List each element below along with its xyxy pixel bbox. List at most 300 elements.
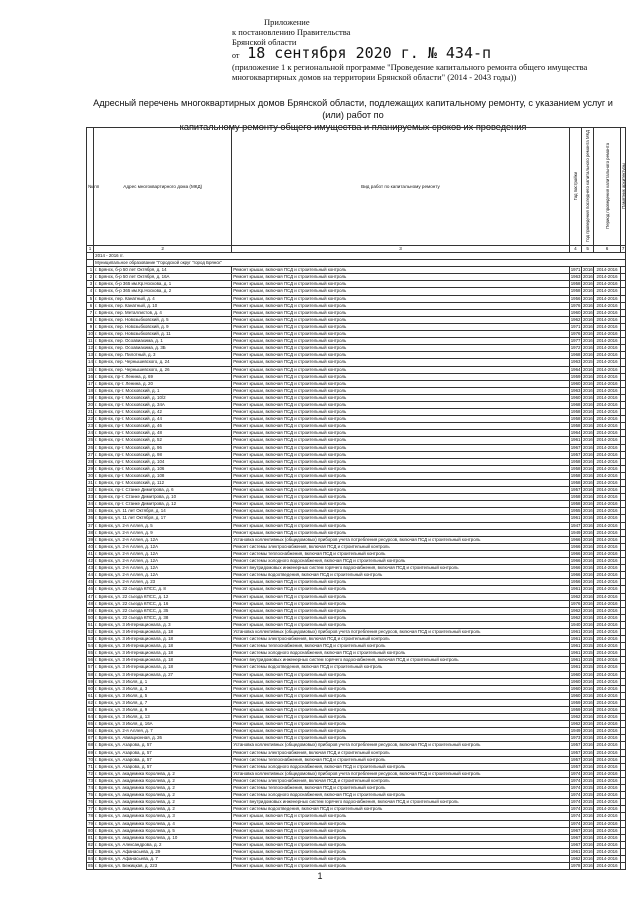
row-year-repair: 2016 — [582, 451, 593, 457]
row-address: г. Брянск, ул. 3 Июля, д. 5 — [94, 692, 232, 699]
row-works: Ремонт крыши, включая ПСД и строительный контроль — [232, 288, 570, 295]
row-address: г. Брянск, ул. 2-я Аллея, д. 12А — [94, 565, 232, 572]
table-row — [87, 593, 626, 600]
table-row — [87, 685, 626, 692]
row-year-built: 1949 — [570, 728, 581, 734]
row-number: 70 — [88, 756, 93, 762]
table-row — [87, 834, 626, 841]
table-row — [87, 345, 626, 352]
table-row — [87, 721, 626, 728]
row-monument — [620, 756, 625, 763]
col-number: 4 — [569, 246, 581, 253]
row-year-built: 1966 — [570, 543, 581, 549]
header-period — [594, 128, 621, 246]
table-row — [87, 770, 626, 777]
table-row — [87, 359, 626, 366]
row-year-repair: 2016 — [582, 480, 593, 485]
row-year-built: 1957 — [570, 742, 581, 748]
row-year-repair: 2016 — [582, 331, 593, 337]
header-monument — [620, 128, 625, 246]
row-period: 2014-2016 — [594, 487, 621, 494]
row-year-repair: 2016 — [582, 288, 593, 294]
row-year-built: 1962 — [570, 714, 581, 720]
row-monument — [620, 699, 625, 706]
row-year-repair: 2016 — [582, 550, 593, 556]
row-monument — [620, 728, 625, 735]
row-number: 83 — [88, 848, 93, 854]
row-year-built: 1966 — [570, 572, 581, 578]
table-row — [87, 643, 626, 650]
row-year-built: 1960 — [570, 692, 581, 698]
row-address: г. Брянск, пер. Канатный, д. 10 — [94, 302, 232, 309]
row-works: Ремонт крыши, включая ПСД и строительный контроль — [232, 501, 570, 508]
row-year-built: 1958 — [570, 480, 581, 485]
row-address: г. Брянск, ул. 2-я Аллея, д. 12А — [94, 550, 232, 557]
row-year-built: 1974 — [570, 813, 581, 819]
group-cell — [87, 253, 94, 260]
row-address: г. Брянск, пр-т. Московский, д. 34А — [94, 401, 232, 408]
row-address: г. Брянск, ул. Азарова, д. 57 — [94, 749, 232, 756]
row-year-repair: 2015 — [582, 777, 593, 783]
row-address: г. Брянск, ул. 3 Интернационала, д. 27 — [94, 671, 232, 678]
row-year-built: 1967 — [570, 841, 581, 847]
row-year-repair: 2016 — [582, 458, 593, 464]
row-works: Ремонт системы электроснабжения, включая ПСД и строительный контроль — [232, 777, 570, 784]
row-year-built: 1978 — [570, 863, 581, 869]
row-period: 2014-2016 — [594, 423, 621, 430]
row-works: Ремонт крыши, включая ПСД и строительный контроль — [232, 863, 570, 870]
table-row — [87, 785, 626, 792]
table-row — [87, 536, 626, 543]
row-year-repair: 2016 — [582, 607, 593, 613]
row-works: Ремонт внутридомовых инженерных систем горячего водоснабжения, включая ПСД и строительный контроль — [232, 657, 570, 664]
table-row — [87, 621, 626, 628]
row-works: Ремонт системы холодного водоснабжения, включая ПСД и строительный контроль — [232, 558, 570, 565]
row-year-built: 1971 — [570, 267, 581, 273]
table-row — [87, 394, 626, 401]
table-row — [87, 366, 626, 373]
row-monument — [620, 600, 625, 607]
row-number: 65 — [88, 721, 93, 727]
row-works: Ремонт внутридомовых инженерных систем горячего водоснабжения, включая ПСД и строительный контроль — [232, 799, 570, 806]
row-monument — [620, 841, 625, 848]
table-row — [87, 678, 626, 685]
row-address: г. Брянск, ул. 2-я Аллея, д. 7 — [94, 728, 232, 735]
row-year-repair: 2016 — [582, 416, 593, 422]
row-monument — [620, 721, 625, 728]
row-number: 32 — [88, 487, 93, 493]
row-works: Ремонт крыши, включая ПСД и строительный контроль — [232, 728, 570, 735]
row-monument — [620, 820, 625, 827]
row-address: г. Брянск, ул. академика Королева, д. 2 — [94, 777, 232, 784]
row-number: 77 — [88, 806, 93, 812]
row-monument — [620, 373, 625, 380]
row-address: г. Брянск, ул. Азарова, д. 57 — [94, 742, 232, 749]
row-monument — [620, 685, 625, 692]
row-number: 72 — [88, 770, 93, 776]
row-works: Ремонт крыши, включая ПСД и строительный контроль — [232, 820, 570, 827]
row-address: г. Брянск, пер. Осоавиахима, д. 1 — [94, 338, 232, 345]
row-works: Ремонт системы водоотведения, включая ПСД и строительный контроль — [232, 664, 570, 671]
group-cell — [87, 260, 94, 267]
row-year-built: 1974 — [570, 777, 581, 783]
row-monument — [620, 430, 625, 437]
row-monument — [620, 366, 625, 373]
row-address: г. Брянск, ул. 2-я Аллея, д. 12А — [94, 543, 232, 550]
row-year-built: 1955 — [570, 508, 581, 514]
row-year-built: 1968 — [570, 401, 581, 407]
table-row — [87, 572, 626, 579]
row-number: 76 — [88, 799, 93, 805]
col-number: 5 — [581, 246, 593, 253]
row-year-repair: 2016 — [582, 714, 593, 720]
row-year-repair: 2016 — [582, 487, 593, 493]
row-period: 2014-2016 — [594, 714, 621, 721]
row-number: 58 — [88, 671, 93, 677]
row-works: Ремонт системы теплоснабжения, включая ПСД и строительный контроль — [232, 756, 570, 763]
row-address: г. Брянск, ул. 3 Июля, д. 16А — [94, 721, 232, 728]
row-works: Ремонт системы теплоснабжения, включая ПСД и строительный контроль — [232, 785, 570, 792]
row-monument — [620, 501, 625, 508]
row-works: Ремонт крыши, включая ПСД и строительный контроль — [232, 813, 570, 820]
table-row — [87, 309, 626, 316]
row-year-repair: 2015 — [582, 643, 593, 649]
row-works: Ремонт крыши, включая ПСД и строительный контроль — [232, 380, 570, 387]
row-works: Ремонт крыши, включая ПСД и строительный контроль — [232, 472, 570, 479]
row-address: г. Брянск, ул. Азарова, д. 57 — [94, 756, 232, 763]
row-works: Ремонт крыши, включая ПСД и строительный контроль — [232, 373, 570, 380]
row-number: 30 — [88, 472, 93, 478]
row-period: 2014-2016 — [594, 373, 621, 380]
row-period: 2014-2016 — [594, 536, 621, 543]
row-period: 2014-2016 — [594, 643, 621, 650]
row-works: Ремонт крыши, включая ПСД и строительный контроль — [232, 458, 570, 465]
table-row — [87, 352, 626, 359]
row-monument — [620, 543, 625, 550]
row-period: 2014-2016 — [594, 735, 621, 742]
table-row — [87, 607, 626, 614]
row-number: 26 — [88, 444, 93, 450]
row-number: 67 — [88, 735, 93, 741]
row-works: Ремонт крыши, включая ПСД и строительный контроль — [232, 345, 570, 352]
row-year-repair: 2016 — [582, 465, 593, 471]
row-number: 85 — [88, 863, 93, 869]
row-year-repair: 2016 — [582, 707, 593, 712]
row-monument — [620, 394, 625, 401]
row-year-repair: 2016 — [582, 316, 593, 322]
row-number: 62 — [88, 699, 93, 705]
row-year-repair: 2016 — [582, 274, 593, 280]
row-period: 2014-2016 — [594, 430, 621, 437]
row-year-repair: 2016 — [582, 572, 593, 578]
row-year-repair: 2016 — [582, 409, 593, 415]
row-year-built: 1961 — [570, 628, 581, 634]
row-address: г. Брянск, пр-т. Московский, д. 1 — [94, 387, 232, 394]
row-year-repair: 2016 — [582, 437, 593, 443]
row-year-built: 1966 — [570, 536, 581, 542]
row-number: 55 — [88, 650, 93, 656]
row-address: г. Брянск, ул. 22 съезда КПСС, д. 38 — [94, 614, 232, 621]
row-address: г. Брянск, пер. Металлистов, д. 4 — [94, 309, 232, 316]
row-works: Ремонт крыши, включая ПСД и строительный контроль — [232, 515, 570, 522]
row-works: Ремонт крыши, включая ПСД и строительный контроль — [232, 480, 570, 487]
row-works: Ремонт крыши, включая ПСД и строительный контроль — [232, 685, 570, 692]
table-row — [87, 742, 626, 749]
row-works: Ремонт крыши, включая ПСД и строительный контроль — [232, 721, 570, 728]
row-year-repair: 2016 — [582, 508, 593, 514]
row-works: Ремонт крыши, включая ПСД и строительный контроль — [232, 494, 570, 501]
header-year-built — [569, 128, 581, 246]
row-period: 2014-2016 — [594, 338, 621, 345]
row-number: 74 — [88, 785, 93, 791]
row-year-repair: 2016 — [582, 621, 593, 627]
row-number: 9 — [87, 323, 94, 330]
row-year-repair: 2016 — [582, 352, 593, 358]
row-monument — [620, 288, 625, 295]
row-year-built: 1963 — [570, 274, 581, 280]
row-works: Ремонт внутридомовых инженерных систем горячего водоснабжения, включая ПСД и строительный контроль — [232, 565, 570, 572]
row-year-built: 1957 — [570, 451, 581, 457]
row-year-built: 1961 — [570, 664, 581, 670]
row-monument — [620, 480, 625, 487]
row-year-repair: 2016 — [582, 366, 593, 372]
row-number: 47 — [88, 593, 93, 599]
row-address: г. Брянск, пр-т. Московский, д. 48 — [94, 430, 232, 437]
row-period: 2014-2016 — [594, 359, 621, 366]
table-row — [87, 600, 626, 607]
table-row — [87, 707, 626, 714]
row-year-repair: 2016 — [582, 309, 593, 315]
row-monument — [620, 338, 625, 345]
row-year-built: 1974 — [570, 770, 581, 776]
row-number: 61 — [88, 692, 93, 698]
row-address: г. Брянск, ул. 11 лет Октября, д. 17 — [94, 515, 232, 522]
table-row — [87, 636, 626, 643]
row-number: 12 — [88, 345, 93, 351]
table-row — [87, 799, 626, 806]
row-address: г. Брянск, ул. 2-я Аллея, д. 12А — [94, 572, 232, 579]
table-row — [87, 401, 626, 408]
row-works: Ремонт крыши, включая ПСД и строительный контроль — [232, 295, 570, 302]
table-row — [87, 714, 626, 721]
row-period: 2014-2016 — [594, 316, 621, 323]
table-row — [87, 409, 626, 416]
row-period: 2014-2016 — [594, 472, 621, 479]
table-row — [87, 671, 626, 678]
row-period: 2014-2016 — [594, 288, 621, 295]
row-year-built: 1962 — [570, 721, 581, 727]
row-address: г. Брянск, ул. академика Королева, д. 3 — [94, 813, 232, 820]
row-address: г. Брянск, ул. академика Королева, д. 2 — [94, 770, 232, 777]
row-year-built: 1957 — [570, 763, 581, 769]
row-address: г. Брянск, пр-т. Московский, д. 52 — [94, 437, 232, 444]
row-period: 2014-2016 — [594, 863, 621, 870]
row-monument — [620, 855, 625, 862]
table-row — [87, 699, 626, 706]
row-year-built: 1976 — [570, 302, 581, 308]
row-period: 2014-2016 — [594, 409, 621, 416]
table-row — [87, 465, 626, 472]
row-monument — [620, 281, 625, 288]
row-period: 2014-2016 — [594, 621, 621, 628]
row-monument — [620, 714, 625, 721]
row-address: г. Брянск, пр-т. Московский, д. 96 — [94, 444, 232, 451]
table-row — [87, 614, 626, 621]
table-row — [87, 558, 626, 565]
row-works: Ремонт крыши, включая ПСД и строительный контроль — [232, 316, 570, 323]
row-works: Ремонт крыши, включая ПСД и строительный контроль — [232, 323, 570, 330]
row-monument — [620, 267, 625, 274]
table-row — [87, 288, 626, 295]
row-address: г. Брянск, ул. 3 Интернационала, д. 18 — [94, 657, 232, 664]
row-address: г. Брянск, пр-т. Станке Димитрова, д. 12 — [94, 501, 232, 508]
row-address: г. Брянск, пер. Чернышевского, д. 26 — [94, 366, 232, 373]
row-works: Ремонт крыши, включая ПСД и строительный контроль — [232, 614, 570, 621]
row-year-built: 1976 — [570, 600, 581, 606]
row-year-built: 1958 — [570, 409, 581, 415]
address-table-wrapper — [86, 127, 626, 869]
table-row — [87, 827, 626, 834]
row-works: Ремонт крыши, включая ПСД и строительный контроль — [232, 707, 570, 714]
table-row — [87, 806, 626, 813]
row-period: 2014-2016 — [594, 437, 621, 444]
row-period: 2014-2016 — [594, 267, 621, 274]
row-year-built: 1967 — [570, 827, 581, 833]
table-row — [87, 416, 626, 423]
row-number: 69 — [88, 749, 93, 755]
row-period: 2014-2016 — [594, 508, 621, 515]
row-period: 2014-2016 — [594, 678, 621, 685]
row-year-built: 1958 — [570, 288, 581, 294]
row-year-built: 1960 — [570, 678, 581, 684]
table-row — [87, 650, 626, 657]
row-year-built: 1974 — [570, 799, 581, 805]
row-works: Ремонт крыши, включая ПСД и строительный контроль — [232, 359, 570, 366]
table-row — [87, 863, 626, 870]
row-address: г. Брянск, ул. 22 съезда КПСС, д. 8 — [94, 586, 232, 593]
row-period: 2014-2016 — [594, 394, 621, 401]
row-address: г. Брянск, пер. Чернышевского, д. 24 — [94, 359, 232, 366]
row-monument — [620, 628, 625, 635]
row-number: 84 — [88, 855, 93, 861]
row-period: 2014-2016 — [594, 685, 621, 692]
row-year-repair: 2016 — [582, 855, 593, 861]
table-row — [87, 579, 626, 586]
row-year-repair: 2016 — [582, 728, 593, 734]
table-row — [87, 657, 626, 664]
row-period: 2014-2016 — [594, 281, 621, 288]
table-row — [87, 487, 626, 494]
row-year-built: 1940 — [570, 621, 581, 627]
row-monument — [620, 295, 625, 302]
row-address: г. Брянск, пр-т. Станке Димитрова, д. 6 — [94, 487, 232, 494]
row-monument — [620, 401, 625, 408]
row-number: 80 — [88, 827, 93, 833]
row-year-built: 1966 — [570, 565, 581, 571]
row-year-repair: 2016 — [582, 671, 593, 677]
row-year-built: 1958 — [570, 281, 581, 287]
title-line-2: капитальному ремонту общего имущества и планируемых сроков их проведения — [179, 122, 527, 132]
row-year-repair: 2016 — [582, 721, 593, 727]
row-period: 2014-2016 — [594, 550, 621, 557]
row-address: г. Брянск, пер. Осоавиахима, д. 3Б — [94, 345, 232, 352]
row-period: 2014-2016 — [594, 799, 621, 806]
col-number: 3 — [232, 246, 570, 253]
row-period: 2014-2016 — [594, 848, 621, 855]
row-period: 2014-2016 — [594, 309, 621, 316]
row-address: г. Брянск, ул. Азарова, д. 57 — [94, 763, 232, 770]
row-address: г. Брянск, пр-т. Московский, д. 112 — [94, 480, 232, 487]
row-period: 2014-2016 — [594, 579, 621, 586]
document-header — [232, 17, 632, 82]
row-year-repair: 2016 — [582, 749, 593, 755]
table-row — [87, 848, 626, 855]
row-year-built: 1961 — [570, 643, 581, 649]
row-works: Ремонт крыши, включая ПСД и строительный контроль — [232, 579, 570, 586]
row-year-repair: 2016 — [582, 380, 593, 386]
row-year-repair: 2015 — [582, 636, 593, 642]
row-number: 79 — [88, 820, 93, 826]
row-works: Ремонт крыши, включая ПСД и строительный контроль — [232, 522, 570, 529]
row-year-built: 1960 — [570, 394, 581, 400]
row-period: 2014-2016 — [594, 728, 621, 735]
row-works: Ремонт крыши, включая ПСД и строительный контроль — [232, 416, 570, 423]
row-period: 2014-2016 — [594, 543, 621, 550]
table-row — [87, 380, 626, 387]
row-address: г. Брянск, ул. академика Королева, д. 2 — [94, 785, 232, 792]
row-period: 2014-2016 — [594, 366, 621, 373]
row-monument — [620, 487, 625, 494]
table-header-row — [87, 128, 626, 246]
row-year-built: 1963 — [570, 359, 581, 365]
row-monument — [620, 806, 625, 813]
row-year-built: 1974 — [570, 785, 581, 791]
row-year-repair: 2016 — [582, 423, 593, 429]
row-period: 2014-2016 — [594, 345, 621, 352]
row-year-built: 1959 — [570, 373, 581, 379]
row-period: 2014-2016 — [594, 763, 621, 770]
row-address: г. Брянск, ул. 2-я Аллея, д. 5 — [94, 522, 232, 529]
row-works: Ремонт крыши, включая ПСД и строительный контроль — [232, 834, 570, 841]
row-year-repair: 2016 — [582, 345, 593, 351]
row-works: Ремонт системы холодного водоснабжения, включая ПСД и строительный контроль — [232, 792, 570, 799]
row-number: 81 — [88, 834, 93, 840]
row-year-built: 1961 — [570, 848, 581, 854]
row-year-repair: 2015 — [582, 359, 593, 365]
row-works: Ремонт системы теплоснабжения, включая ПСД и строительный контроль — [232, 550, 570, 557]
table-row — [87, 387, 626, 394]
row-year-repair: 2016 — [582, 614, 593, 620]
row-works: Ремонт крыши, включая ПСД и строительный контроль — [232, 451, 570, 458]
header-period-text: Период проведения капитального ремонта — [604, 142, 610, 229]
row-number: 28 — [88, 458, 93, 464]
row-year-repair: 2016 — [582, 763, 593, 769]
row-monument — [620, 735, 625, 742]
row-monument — [620, 458, 625, 465]
row-monument — [620, 621, 625, 628]
row-year-repair: 2016 — [582, 863, 593, 869]
row-number: 7 — [87, 309, 94, 316]
row-period: 2014-2016 — [594, 522, 621, 529]
row-year-built: 1961 — [570, 657, 581, 663]
row-number: 82 — [88, 841, 93, 847]
table-row — [87, 331, 626, 338]
row-address: г. Брянск, пр-т. Московский, д. 44 — [94, 416, 232, 423]
row-period: 2014-2016 — [594, 565, 621, 572]
row-monument — [620, 678, 625, 685]
row-monument — [620, 409, 625, 416]
header-year-built-text: Год постройки — [572, 171, 578, 200]
